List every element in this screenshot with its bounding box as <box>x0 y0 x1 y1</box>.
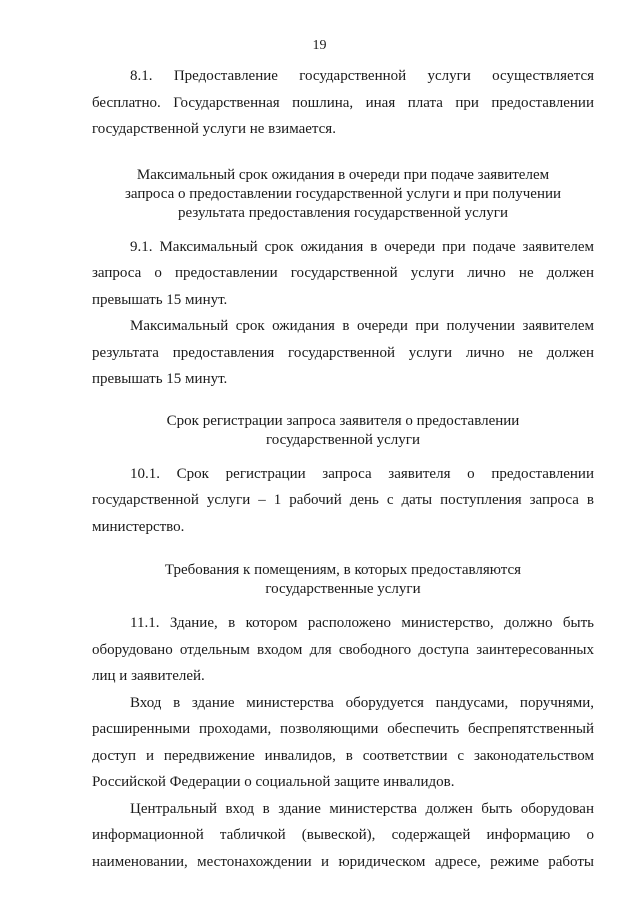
paragraph-9-1: 9.1. Максимальный срок ожидания в очереди при подаче заявителем запроса о предоставлении государственной услуги лично не должен превышать 15 минут. <box>92 238 594 308</box>
heading-line: запроса о предоставлении государственной услуги и при получении <box>124 185 562 202</box>
paragraph-11-1: 11.1. Здание, в котором расположено министерство, должно быть оборудовано отдельным входом для свободного доступа заинтересованных лиц и заявителей. <box>92 615 594 684</box>
heading-line: Срок регистрации запроса заявителя о предоставлении <box>166 412 520 429</box>
page-number: 19 <box>312 38 327 53</box>
heading-line: результата предоставления государственной услуги <box>178 204 508 221</box>
paragraph-11-3: Центральный вход в здание министерства должен быть оборудован информационной табличкой (вывеской), содержащей информацию о наименовании, местонахождении и юридическом адресе, режиме работы <box>92 800 594 870</box>
section-heading-premises <box>92 561 594 599</box>
heading-line: Максимальный срок ожидания в очереди при подаче заявителем <box>136 166 550 183</box>
heading-line: Требования к помещениям, в которых предоставляются <box>164 562 522 578</box>
section-heading-registration <box>92 412 594 450</box>
section-heading-queue-wait <box>92 166 594 223</box>
paragraph-11-2: Вход в здание министерства оборудуется пандусами, поручнями, расширенными проходами, позволяющими обеспечить беспрепятственный доступ и передвижение инвалидов, в соответствии с законодательством Российской Федерации о социальной защите инвалидов. <box>92 694 594 790</box>
paragraph-8-1: 8.1. Предоставление государственной услуги осуществляется бесплатно. Государственная пошлина, иная плата при предоставлении государственной услуги не взимается. <box>92 68 594 137</box>
paragraph-9-2: Максимальный срок ожидания в очереди при получении заявителем результата предоставления государственной услуги лично не должен превышать 15 минут. <box>92 318 594 387</box>
heading-line: государственные услуги <box>265 581 421 597</box>
paragraph-10-1: 10.1. Срок регистрации запроса заявителя о предоставлении государственной услуги – 1 рабочий день с даты поступления запроса в министерство. <box>92 465 594 535</box>
page-content <box>92 63 594 875</box>
heading-line: государственной услуги <box>266 431 420 448</box>
